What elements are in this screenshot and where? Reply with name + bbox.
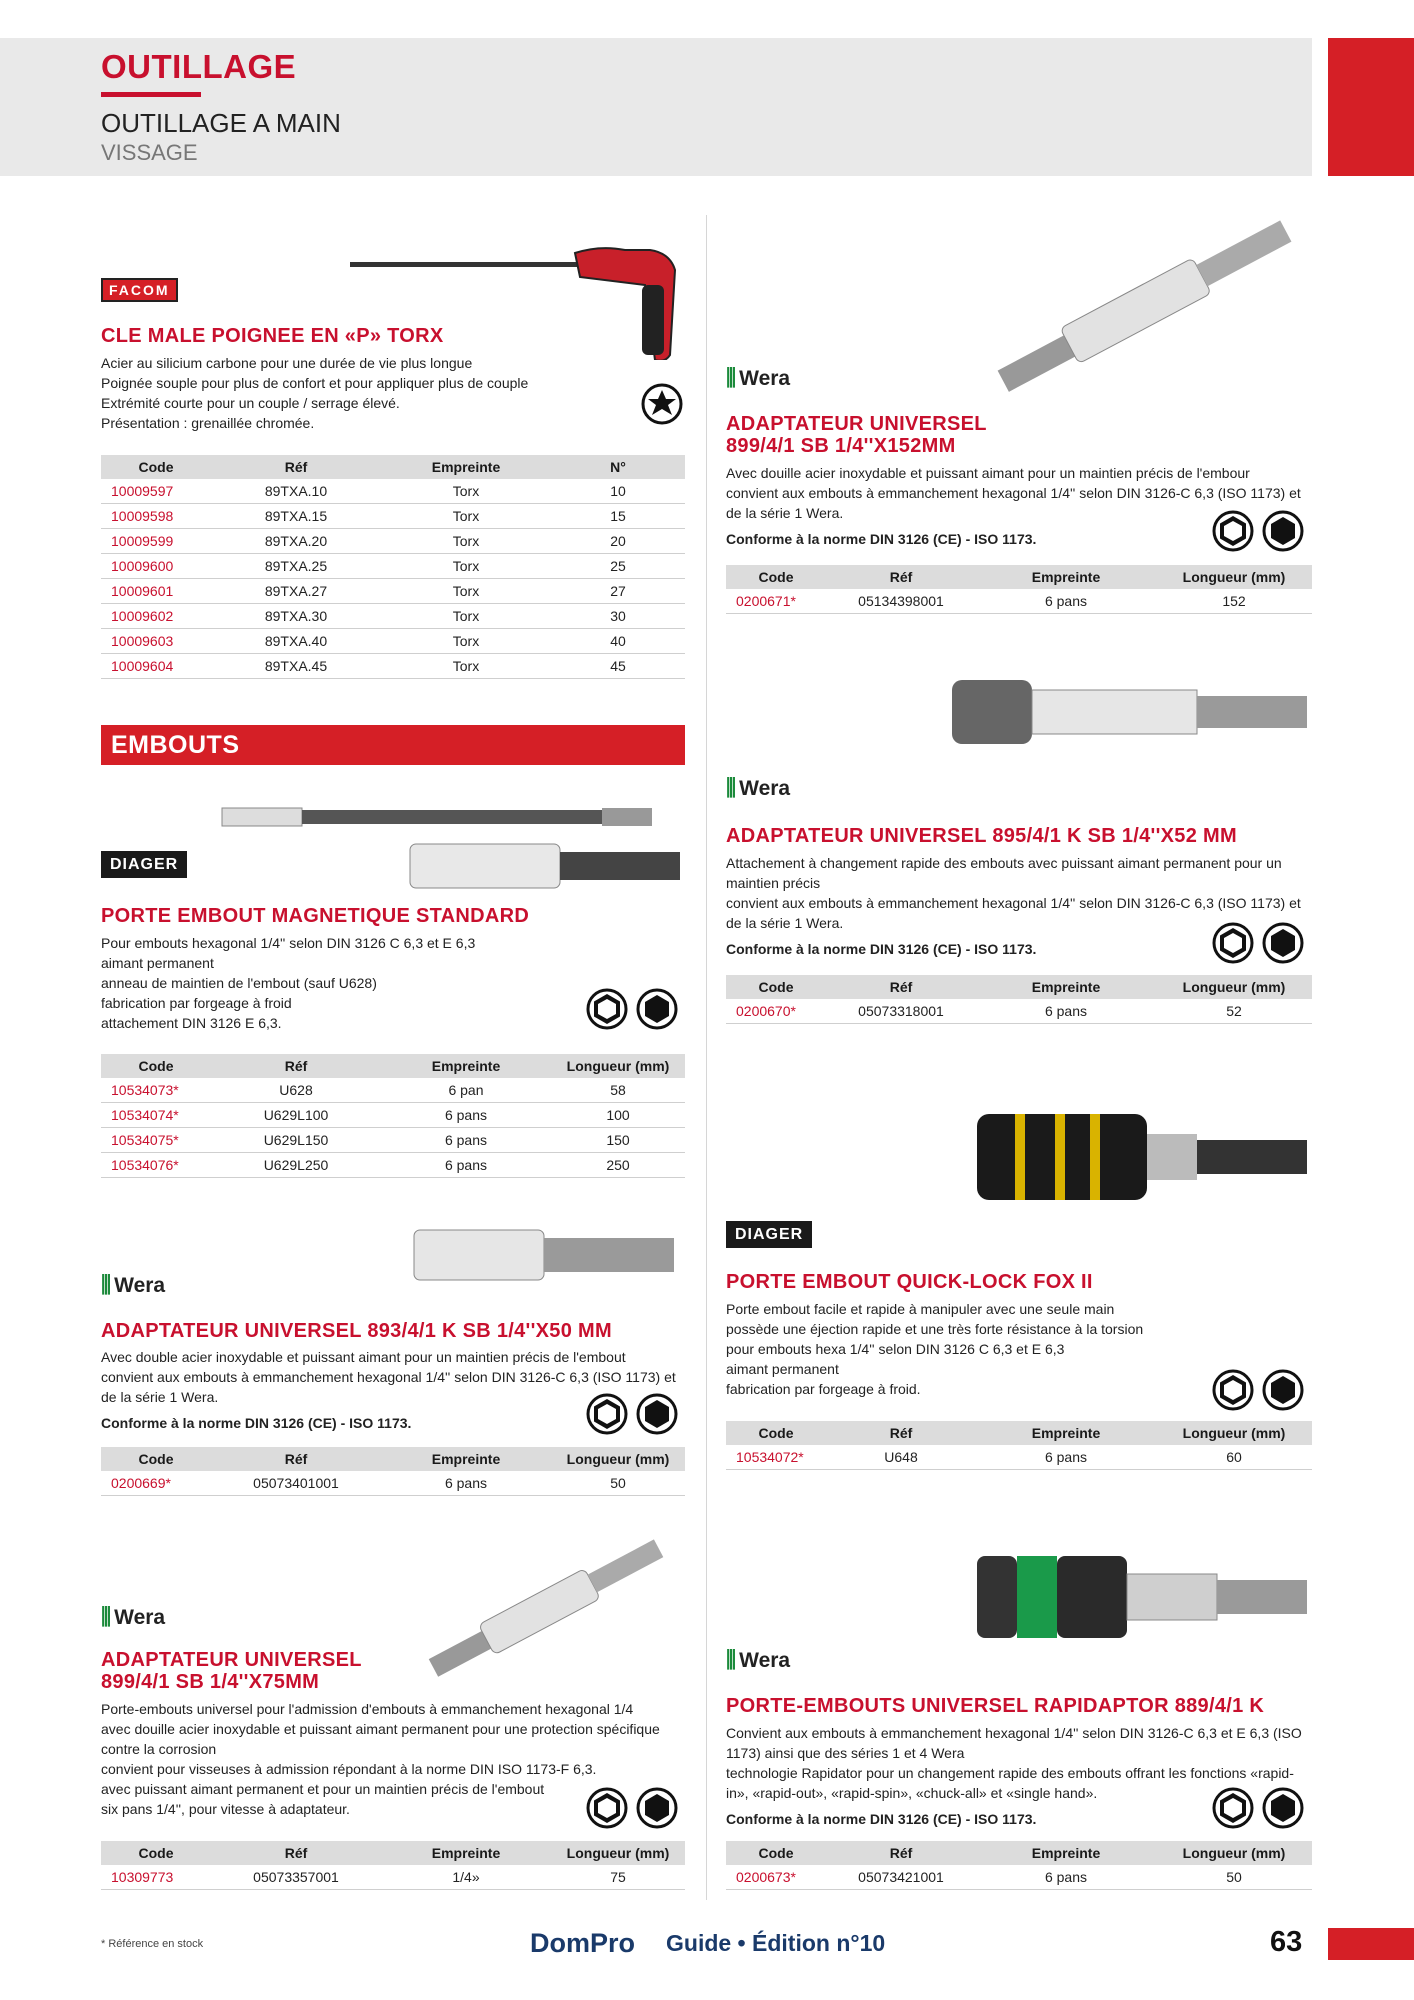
hex-socket-icon <box>1212 1369 1254 1411</box>
table-row: 10009598 89TXA.15 Torx 15 <box>101 504 685 529</box>
brand-logo-wera: ⫼ Wera <box>726 365 791 390</box>
product-desc-adapt-899-152: Avec douille acier inoxydable et puissant aimant pour un maintien précis de l'embour convient aux embouts à emmanchement hexagonal 1/4'' selon DIN 3126-C 6,3 (ISO 1173) et de la série 1 Wera. Conforme à la norme DIN 3126 (CE) - ISO 1173. <box>726 465 1301 547</box>
product-desc-adapt-895: Attachement à changement rapide des embouts avec puissant aimant permanent pour un maintien précis convient aux embouts à emmanchement hexagonal 1/4'' selon DIN 3126-C 6,3 (ISO 1173) et de la série 1 Wera. Conforme à la norme DIN 3126 (CE) - ISO 1173. <box>726 855 1301 957</box>
product-title-adapt-893: ADAPTATEUR UNIVERSEL 893/4/1 K SB 1/4''X50 MM <box>101 1320 612 1342</box>
col-empreinte: Empreinte <box>381 455 551 479</box>
footnote: * Référence en stock <box>101 1938 204 1950</box>
hex-socket-icon <box>586 1393 628 1435</box>
brand-logo-wera: ⫼ Wera <box>101 1272 166 1297</box>
quick-lock-image <box>975 1110 1312 1204</box>
brand-logo-wera: ⫼ Wera <box>726 1647 791 1672</box>
page-title: OUTILLAGE <box>101 48 297 85</box>
product-desc-quick-lock: Porte embout facile et rapide à manipuler avec une seule main possède une éjection rapide et une très forte résistance à la torsion pour embouts hexa 1/4'' selon DIN 3126 C 6,3 et E 6,3 aimant permanent fabrication par forgeage à froid. <box>726 1301 1144 1397</box>
table-adapt-899-75: Code Réf Empreinte Longueur (mm) 10309773 05073357001 1/4» 75 <box>101 1841 685 1890</box>
hex-icons <box>586 988 678 1030</box>
table-porte-embout-std: Code Réf Empreinte Longueur (mm) 10534073* U628 6 pan 58 10534074* U629L100 6 pans 100 10534075* U629L150 6 pans 150 10534076* U629L250 6 pans 250 <box>101 1054 685 1178</box>
table-row: 10009602 89TXA.30 Torx 30 <box>101 604 685 629</box>
col-ref: Réf <box>211 455 381 479</box>
section-header-embouts: EMBOUTS <box>101 725 685 765</box>
table-row: 10009603 89TXA.40 Torx 40 <box>101 629 685 654</box>
hex-socket-icon <box>1212 510 1254 552</box>
table-adapt-893: Code Réf Empreinte Longueur (mm) 0200669* 05073401001 6 pans 50 <box>101 1447 685 1496</box>
product-desc-adapt-899-75: Porte-embouts universel pour l'admission d'embouts à emmanchement hexagonal 1/4 avec douille acier inoxydable et puissant aimant permanent pour une protection spécifique contre la corrosion convient pour visseuses à admission répondant à la norme DIN ISO 1173-F 6,3. avec puissant aimant permanent et pour un maintien précis de l'embout six pans 1/4'', pour vitesse à adaptateur. <box>101 1701 660 1817</box>
table-row: 0200669* 05073401001 6 pans 50 <box>101 1471 685 1496</box>
torx-star-icon <box>640 382 684 426</box>
hex-icons <box>1212 1369 1304 1411</box>
table-adapt-899-152: Code Réf Empreinte Longueur (mm) 0200671* 05134398001 6 pans 152 <box>726 565 1312 614</box>
col-n: N° <box>551 455 685 479</box>
table-row: 10534076* U629L250 6 pans 250 <box>101 1153 685 1178</box>
page-number: 63 <box>1270 1926 1303 1958</box>
product-desc-porte-embout-std: Pour embouts hexagonal 1/4'' selon DIN 3126 C 6,3 et E 6,3 aimant permanent anneau de maintien de l'embout (sauf U628) fabrication par forgeage à froid attachement DIN 3126 E 6,3. <box>101 935 476 1031</box>
hex-icons <box>1212 922 1304 964</box>
table-rapidaptor: Code Réf Empreinte Longueur (mm) 0200673* 05073421001 6 pans 50 <box>726 1841 1312 1890</box>
guide-edition: Guide • Édition n°10 <box>666 1930 886 1956</box>
table-row: 10009597 89TXA.10 Torx 10 <box>101 479 685 504</box>
brand-logo-wera: ⫼ Wera <box>726 775 791 800</box>
adapter-899-152-image <box>975 210 1315 405</box>
table-row: 0200670* 05073318001 6 pans 52 <box>726 999 1312 1024</box>
table-row: 10009600 89TXA.25 Torx 25 <box>101 554 685 579</box>
hex-icons <box>1212 510 1304 552</box>
hex-icons <box>586 1787 678 1829</box>
table-row: 10534074* U629L100 6 pans 100 <box>101 1103 685 1128</box>
column-divider <box>706 215 707 1900</box>
table-row: 10534072* U648 6 pans 60 <box>726 1445 1312 1470</box>
hex-icons <box>1212 1787 1304 1829</box>
product-title-adapt-895: ADAPTATEUR UNIVERSEL 895/4/1 K SB 1/4''X52 MM <box>726 825 1237 847</box>
table-adapt-895: Code Réf Empreinte Longueur (mm) 0200670* 05073318001 6 pans 52 <box>726 975 1312 1024</box>
hex-bit-icon <box>636 1787 678 1829</box>
table-row: 10009604 89TXA.45 Torx 45 <box>101 654 685 679</box>
product-title-porte-embout-std: PORTE EMBOUT MAGNETIQUE STANDARD <box>101 905 530 927</box>
rapidaptor-image <box>975 1550 1312 1645</box>
hex-bit-icon <box>636 1393 678 1435</box>
table-row: 10009599 89TXA.20 Torx 20 <box>101 529 685 554</box>
product-desc-rapidaptor: Convient aux embouts à emmanchement hexagonal 1/4'' selon DIN 3126-C 6,3 et E 6,3 (ISO 1173) ainsi que des séries 1 et 4 Wera technologie Rapidator pour un changement rapide des embouts offrant les fonctions «rapid- in», «rapid-out», «rapid-spin», «chuck-all» et «single hand». Conforme à la norme DIN 3126 (CE) - ISO 1173. <box>726 1725 1302 1827</box>
product-title-quick-lock: PORTE EMBOUT QUICK-LOCK FOX II <box>726 1271 1093 1293</box>
table-row: 0200671* 05134398001 6 pans 152 <box>726 589 1312 614</box>
footer-accent <box>1328 1928 1414 1960</box>
table-row: 10009601 89TXA.27 Torx 27 <box>101 579 685 604</box>
hex-socket-icon <box>1212 922 1254 964</box>
bit-holders-image <box>220 800 690 895</box>
dompro-logo: DomPro <box>530 1928 636 1958</box>
adapter-893-image <box>412 1226 682 1284</box>
hex-icons <box>586 1393 678 1435</box>
adapter-899-75-image <box>410 1536 685 1686</box>
brand-logo-diager: DIAGER <box>726 1226 812 1244</box>
table-row: 10309773 05073357001 1/4» 75 <box>101 1865 685 1890</box>
header-accent <box>1328 38 1414 176</box>
hex-bit-icon <box>636 988 678 1030</box>
hex-socket-icon <box>1212 1787 1254 1829</box>
product-title-rapidaptor: PORTE-EMBOUTS UNIVERSEL RAPIDAPTOR 889/4/1 K <box>726 1695 1265 1717</box>
product-desc-cle-male: Acier au silicium carbone pour une durée de vie plus longue Poignée souple pour plus de confort et pour appliquer plus de couple Extrémité courte pour un couple / serrage élevé. Présentation : grenaillée chromée. <box>101 355 529 431</box>
table-row: 10534075* U629L150 6 pans 150 <box>101 1128 685 1153</box>
hex-bit-icon <box>1262 510 1304 552</box>
page-subtitle: OUTILLAGE A MAIN <box>101 108 341 138</box>
table-row: 10534073* U628 6 pan 58 <box>101 1078 685 1103</box>
product-title-cle-male: CLE MALE POIGNEE EN «P» TORX <box>101 325 444 347</box>
hex-socket-icon <box>586 988 628 1030</box>
brand-logo-facom: FACOM <box>101 282 178 300</box>
col-code: Code <box>101 455 211 479</box>
hex-bit-icon <box>1262 1787 1304 1829</box>
adapter-895-image <box>950 676 1312 748</box>
table-quick-lock: Code Réf Empreinte Longueur (mm) 10534072* U648 6 pans 60 <box>726 1421 1312 1470</box>
hex-bit-icon <box>1262 1369 1304 1411</box>
title-underline <box>101 92 201 97</box>
brand-logo-diager: DIAGER <box>101 856 187 874</box>
product-title-adapt-899-75: ADAPTATEUR UNIVERSEL 899/4/1 SB 1/4''X75MM <box>101 1649 362 1693</box>
hex-socket-icon <box>586 1787 628 1829</box>
page-category: VISSAGE <box>101 140 198 165</box>
hex-bit-icon <box>1262 922 1304 964</box>
brand-logo-wera: ⫼ Wera <box>101 1604 166 1629</box>
table-row: 0200673* 05073421001 6 pans 50 <box>726 1865 1312 1890</box>
table-cle-male <box>101 455 685 679</box>
product-title-adapt-899-152: ADAPTATEUR UNIVERSEL 899/4/1 SB 1/4''X152MM <box>726 413 987 457</box>
product-desc-adapt-893: Avec double acier inoxydable et puissant aimant pour un maintien précis de l'embout convient aux embouts à emmanchement hexagonal 1/4'' selon DIN 3126-C 6,3 (ISO 1173) et de la série 1 Wera. Conforme à la norme DIN 3126 (CE) - ISO 1173. <box>101 1349 676 1431</box>
